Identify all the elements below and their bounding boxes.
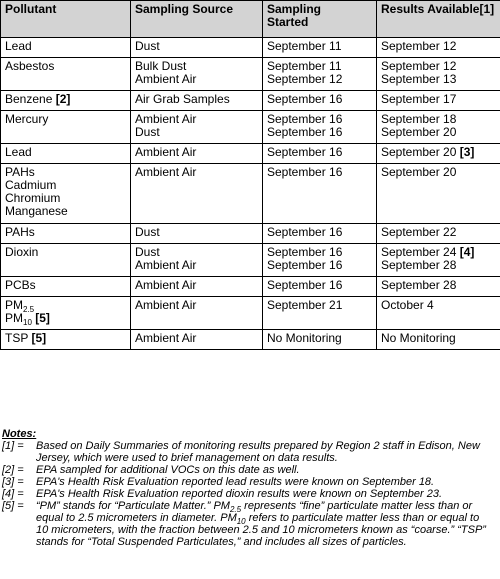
sampling-started-cell (263, 244, 377, 277)
sampling-source-cell (131, 111, 263, 144)
pollutant-cell (1, 91, 131, 111)
started-line-text: September 16 (267, 165, 343, 179)
source-line-text: Ambient Air (135, 72, 197, 86)
note-5 (0, 500, 496, 548)
sampling-started-cell (263, 58, 377, 91)
footnote-ref: [4] (459, 245, 475, 259)
table-row (1, 164, 500, 224)
results-line-text: September 28 (381, 278, 457, 292)
source-line-text: Ambient Air (135, 112, 197, 126)
pollutant-line-text: Manganese (5, 204, 68, 218)
results-line (381, 93, 496, 106)
sampling-source-cell (131, 91, 263, 111)
started-line-text: September 11 (267, 59, 342, 73)
footnote-ref: [3] (459, 145, 475, 159)
note-3 (0, 476, 496, 488)
results-line-text: September 20 (381, 165, 457, 179)
source-line-text: Bulk Dust (135, 59, 187, 73)
source-line-text: Ambient Air (135, 298, 197, 312)
pollutant-line (5, 332, 126, 345)
results-line-text: September 17 (381, 92, 457, 106)
started-line-text: September 16 (267, 245, 343, 259)
footnote-ref: [5] (35, 311, 50, 325)
pollutant-subscript: 2.5 (23, 305, 35, 314)
notes-title: Notes: (2, 428, 37, 440)
source-line (135, 279, 258, 292)
table-row (1, 244, 500, 277)
table-row (1, 224, 500, 244)
source-line (135, 40, 258, 53)
pollutant-cell (1, 144, 131, 164)
results-available-cell (377, 277, 500, 297)
source-line-text: Dust (135, 245, 160, 259)
pollutant-cell (1, 58, 131, 91)
header-sampling-started-line: Sampling (267, 2, 322, 16)
results-line-text: September 12 (381, 59, 457, 73)
started-line-text: September 16 (267, 225, 343, 239)
sampling-started-cell (263, 330, 377, 350)
header-sampling-started (263, 1, 377, 38)
pollutant-line (5, 113, 126, 126)
source-line-text: Ambient Air (135, 145, 197, 159)
footnote-ref: [2] (55, 92, 71, 106)
sampling-source-cell (131, 144, 263, 164)
results-line-text: September 20 (381, 145, 457, 159)
pollutant-line-text: Mercury (5, 112, 49, 126)
pollutant-cell (1, 224, 131, 244)
started-line (267, 279, 372, 292)
note-5-part: refers to particulate matter less than or equal to 10 micrometers, with the fraction between 2.5 and 10 micrometers known as “coarse.” “TSP” stands for “Total Suspended Particulates,” and includes all sizes of particles. (36, 512, 486, 548)
results-line (381, 73, 496, 86)
source-line (135, 73, 258, 86)
pollutant-line (5, 246, 126, 259)
results-line-text: September 28 (381, 258, 457, 272)
note-5-subscript: 10 (236, 517, 246, 526)
pollutant-line-text: Asbestos (5, 59, 55, 73)
pollutant-line-text: PAHs (5, 225, 35, 239)
pollutant-cell (1, 111, 131, 144)
results-line (381, 40, 496, 53)
source-line-text: Ambient Air (135, 165, 197, 179)
note-4 (0, 488, 496, 500)
header-results-footnote-ref: [1] (479, 2, 495, 16)
results-line-text: September 12 (381, 39, 457, 53)
source-line (135, 259, 258, 272)
source-line (135, 226, 258, 239)
sampling-source-cell (131, 330, 263, 350)
results-line (381, 126, 496, 139)
source-line (135, 166, 258, 179)
results-line-text: October 4 (381, 298, 434, 312)
pollutant-line (5, 93, 126, 106)
header-pollutant-label: Pollutant (5, 2, 57, 16)
started-line-text: September 16 (267, 258, 343, 272)
pollutant-line-text: TSP (5, 331, 29, 345)
started-line (267, 226, 372, 239)
sampling-source-cell (131, 297, 263, 330)
header-pollutant (1, 1, 131, 38)
table-row (1, 277, 500, 297)
results-available-cell (377, 38, 500, 58)
started-line (267, 299, 372, 312)
results-available-cell (377, 91, 500, 111)
table-row (1, 144, 500, 164)
started-line (267, 332, 372, 345)
note-key: [5] = (2, 500, 24, 512)
table-row (1, 330, 500, 350)
results-line (381, 146, 496, 159)
sampling-started-cell (263, 277, 377, 297)
results-available-cell (377, 244, 500, 277)
results-line (381, 226, 496, 239)
pollutant-text: PM (5, 298, 23, 312)
source-line (135, 146, 258, 159)
results-line (381, 166, 496, 179)
pollutant-line-text: Cadmium (5, 178, 57, 192)
pollutant-line (5, 40, 126, 53)
sampling-started-cell (263, 91, 377, 111)
started-line (267, 259, 372, 272)
started-line (267, 126, 372, 139)
note-text: EPA sampled for additional VOCs on this date as well. (36, 464, 300, 476)
sampling-source-cell (131, 58, 263, 91)
pollutant-line-text: PAHs (5, 165, 35, 179)
pollutant-line (5, 146, 126, 159)
source-line-text: Ambient Air (135, 258, 197, 272)
source-line (135, 332, 258, 345)
results-line-text: September 24 (381, 245, 457, 259)
note-text: Based on Daily Summaries of monitoring results prepared by Region 2 staff in Edison, New Jersey, which were used to brief management on data results. (36, 440, 480, 464)
pollutant-line-text: Chromium (5, 191, 61, 205)
header-results-available-label: Results Available (381, 2, 480, 16)
pollutant-subscript: 10 (23, 318, 32, 327)
results-line-text: September 20 (381, 125, 457, 139)
sampling-started-cell (263, 144, 377, 164)
started-line (267, 93, 372, 106)
source-line-text: Dust (135, 225, 160, 239)
source-line (135, 299, 258, 312)
results-available-cell (377, 111, 500, 144)
header-results-available (377, 1, 500, 38)
pollutant-line-text: Benzene (5, 92, 53, 106)
pollutant-cell (1, 164, 131, 224)
source-line (135, 93, 258, 106)
results-line-text: No Monitoring (381, 331, 456, 345)
pollutant-line (5, 226, 126, 239)
pollutant-line (5, 60, 126, 73)
note-key: [3] = (2, 476, 24, 488)
footnote-ref: [5] (31, 331, 47, 345)
header-sampling-started-line: Started (267, 15, 309, 29)
source-line-text: Ambient Air (135, 331, 197, 345)
pollutant-line (5, 279, 126, 292)
results-available-cell (377, 330, 500, 350)
sampling-source-cell (131, 224, 263, 244)
sampling-started-cell (263, 38, 377, 58)
pollutant-line (5, 205, 126, 218)
table-row (1, 38, 500, 58)
started-line-text: No Monitoring (267, 331, 342, 345)
note-text (36, 500, 496, 548)
sampling-source-cell (131, 38, 263, 58)
pollutant-cell (1, 38, 131, 58)
sampling-started-cell (263, 111, 377, 144)
started-line-text: September 16 (267, 278, 343, 292)
pollutant-line (5, 312, 126, 325)
results-line-text: September 18 (381, 112, 457, 126)
pollutant-line-text: Dioxin (5, 245, 39, 259)
started-line-text: September 16 (267, 92, 343, 106)
results-available-cell (377, 224, 500, 244)
note-key: [2] = (2, 464, 24, 476)
started-line-text: September 12 (267, 72, 343, 86)
table-row (1, 111, 500, 144)
note-5-part: “PM” stands for “Particulate Matter.” PM (36, 500, 230, 512)
started-line-text: September 16 (267, 145, 343, 159)
started-line-text: September 16 (267, 125, 343, 139)
started-line-text: September 16 (267, 112, 343, 126)
sampling-started-cell (263, 224, 377, 244)
started-line (267, 40, 372, 53)
sampling-started-cell (263, 297, 377, 330)
pollutant-cell (1, 277, 131, 297)
started-line (267, 166, 372, 179)
table-row (1, 297, 500, 330)
pollutant-line-text: PCBs (5, 278, 36, 292)
header-sampling-source (131, 1, 263, 38)
pollutant-cell (1, 330, 131, 350)
pollutant-cell (1, 297, 131, 330)
table-header-row (1, 1, 500, 38)
source-line-text: Dust (135, 125, 160, 139)
sampling-started-cell (263, 164, 377, 224)
results-line (381, 332, 496, 345)
results-line (381, 259, 496, 272)
results-line-text: September 13 (381, 72, 457, 86)
pollutant-line-text: Lead (5, 39, 32, 53)
results-available-cell (377, 297, 500, 330)
pollutant-cell (1, 244, 131, 277)
started-line (267, 73, 372, 86)
note-key: [1] = (2, 440, 24, 452)
table-row (1, 91, 500, 111)
source-line (135, 126, 258, 139)
sampling-source-cell (131, 244, 263, 277)
started-line-text: September 21 (267, 298, 343, 312)
results-line (381, 279, 496, 292)
started-line-text: September 11 (267, 39, 342, 53)
source-line-text: Ambient Air (135, 278, 197, 292)
sampling-source-cell (131, 277, 263, 297)
header-sampling-source-label: Sampling Source (135, 2, 234, 16)
note-5-subscript: 2.5 (229, 505, 242, 514)
pollutant-line-text: Lead (5, 145, 32, 159)
source-line-text: Air Grab Samples (135, 92, 230, 106)
note-key: [4] = (2, 488, 24, 500)
pollutant-line (5, 299, 126, 312)
table-body (1, 38, 500, 350)
table-row (1, 58, 500, 91)
results-available-cell (377, 164, 500, 224)
results-line-text: September 22 (381, 225, 457, 239)
started-line (267, 146, 372, 159)
results-available-cell (377, 144, 500, 164)
pollutant-text: PM (5, 311, 23, 325)
note-2 (0, 464, 496, 476)
notes-section (0, 428, 496, 548)
results-available-cell (377, 58, 500, 91)
note-text: EPA's Health Risk Evaluation reported lead results were known on September 18. (36, 476, 435, 488)
note-5-part: represents “fine” particulate matter less than or equal to 2.5 micrometers in diameter. PM (36, 500, 473, 524)
source-line-text: Dust (135, 39, 160, 53)
sampling-source-cell (131, 164, 263, 224)
results-line (381, 299, 496, 312)
note-text: EPA's Health Risk Evaluation reported dioxin results were known on September 23. (36, 488, 443, 500)
note-1 (0, 440, 496, 464)
